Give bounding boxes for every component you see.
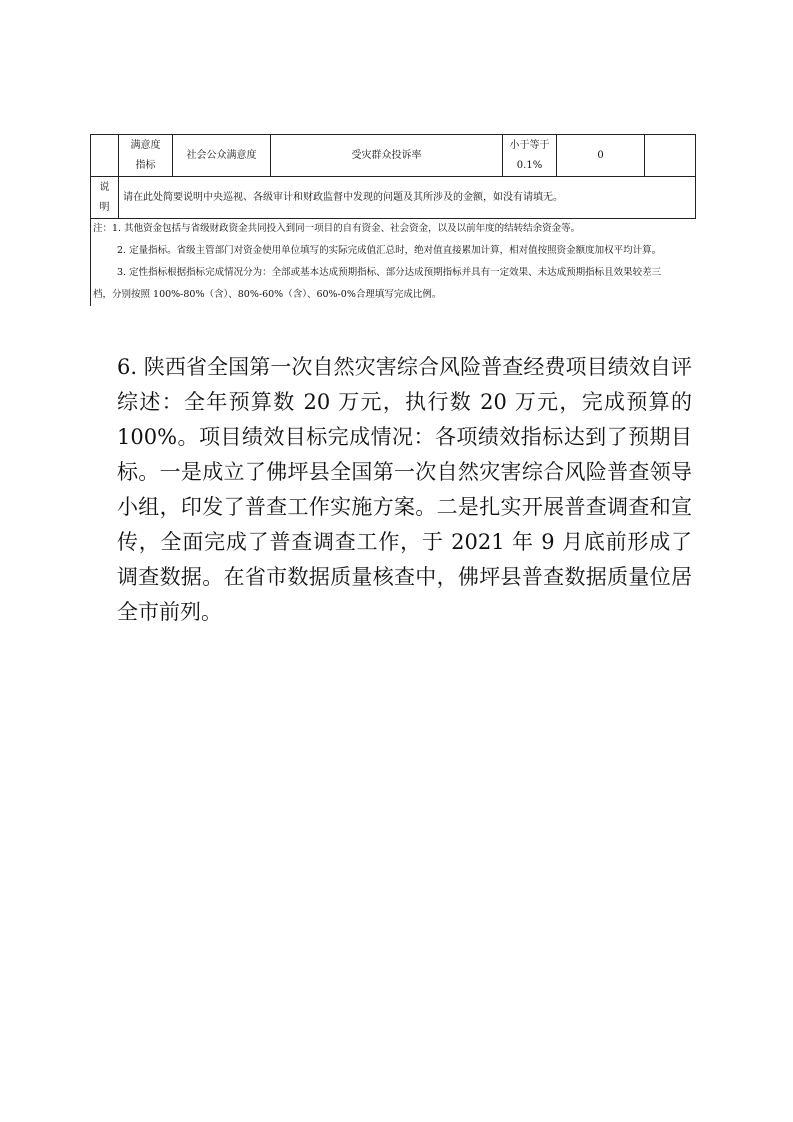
- indicator-type-line2: 指标: [135, 159, 156, 171]
- indicator-type-line1: 满意度: [130, 139, 161, 151]
- table-notes: [90, 218, 696, 306]
- explanation-label-cell: [91, 177, 119, 219]
- note-line-3: 3. 定性指标根据指标完成情况分为：全部或基本达成预期指标、部分达成预期指标并具有一定效果、未达成预期指标且效果较差三: [117, 267, 662, 278]
- sub-indicator-cell: 社会公众满意度: [173, 135, 271, 177]
- performance-table: [90, 134, 696, 219]
- table-cell-empty: [91, 135, 119, 177]
- explanation-text-cell: 请在此处简要说明中央巡视、各级审计和财政监督中发现的问题及其所涉及的金额，如没有请填无。: [119, 177, 696, 219]
- table-row: [91, 177, 696, 219]
- target-line2: 0.1%: [516, 159, 543, 171]
- body-paragraph: 6. 陕西省全国第一次自然灾害综合风险普查经费项目绩效自评综述：全年预算数 20 万元，执行数 20 万元，完成预算的 100%。项目绩效目标完成情况：各项绩效指标达到了预期目标。一是成立了佛坪县全国第一次自然灾害综合风险普查领导小组，印发了普查工作实施方案。二是扎实开展普查调查和宣传，全面完成了普查调查工作，于 2021 年 9 月底前形成了调查数据。在省市数据质量核查中，佛坪县普查数据质量位居全市前列。: [117, 355, 692, 624]
- note-line-2: 2. 定量指标。省级主管部门对资金使用单位填写的实际完成值汇总时，绝对值直接累加计算，相对值按照资金额度加权平均计算。: [117, 245, 662, 256]
- table-cell-empty: [645, 135, 696, 177]
- explanation-label-line2: 明: [99, 201, 110, 213]
- actual-value-cell: 0: [557, 135, 645, 177]
- target-cell: [503, 135, 557, 177]
- indicator-cell: 受灾群众投诉率: [271, 135, 503, 177]
- target-line1: 小于等于: [509, 139, 550, 151]
- note-line-4: 档，分别按照 100%-80%（含）、80%-60%（含）、60%-0%合理填写完成比例。: [93, 289, 442, 300]
- table-row: [91, 135, 696, 177]
- body-paragraph-section: [117, 350, 692, 630]
- explanation-label-line1: 说: [99, 181, 110, 193]
- note-line-1: 注：1. 其他资金包括与省级财政资金共同投入到同一项目的自有资金、社会资金，以及以前年度的结转结余资金等。: [93, 223, 581, 234]
- indicator-type-cell: [119, 135, 173, 177]
